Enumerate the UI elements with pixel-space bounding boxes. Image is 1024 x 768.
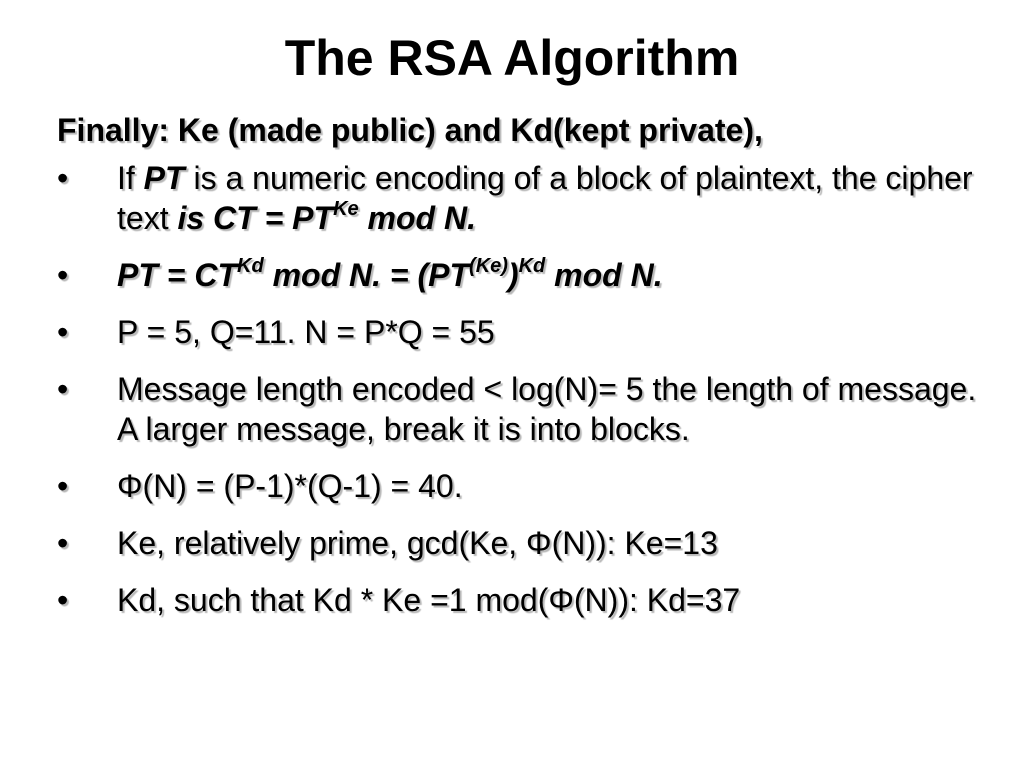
formula-text: mod N. = (PT — [263, 257, 470, 293]
bullet-item-kd — [57, 580, 977, 620]
intro-line: Finally: Ke (made public) and Kd(kept private), — [57, 112, 763, 148]
formula-superscript: (Ke) — [469, 255, 508, 277]
bullet-text: P = 5, Q=11. N = P*Q = 55 — [117, 314, 495, 350]
bullet-dot: • — [57, 257, 69, 293]
bullet-item-ke — [57, 523, 977, 563]
bullet-text: Kd, such that Kd * Ke =1 mod(Φ(N)): Kd=37 — [117, 582, 741, 618]
bullet-item-ciphertext — [57, 158, 977, 238]
bullet-text: is a numeric encoding of a block of plaintext, the cipher text — [117, 160, 973, 236]
bullet-dot: • — [57, 525, 69, 561]
slide-content — [57, 110, 977, 637]
slide-title: The RSA Algorithm — [284, 30, 740, 86]
bullet-item-message-length — [57, 369, 977, 449]
bullet-text: PT — [143, 160, 185, 196]
formula-text: is CT = PT — [177, 200, 334, 236]
bullet-text: Φ(N) = (P-1)*(Q-1) = 40. — [117, 468, 463, 504]
formula-superscript: Ke — [333, 198, 359, 220]
bullet-item-decryption — [57, 255, 977, 295]
bullet-dot: • — [57, 468, 69, 504]
bullet-item-primes — [57, 312, 977, 352]
bullet-text: Message length encoded < log(N)= 5 the length of message. A larger message, break it is into blocks. — [117, 371, 977, 447]
bullet-item-phi — [57, 466, 977, 506]
bullet-text: If — [117, 160, 144, 196]
bullet-text: Ke, relatively prime, gcd(Ke, Φ(N)): Ke=13 — [117, 525, 718, 561]
formula-text: mod N. — [358, 200, 476, 236]
bullet-dot: • — [57, 582, 69, 618]
bullet-dot: • — [57, 371, 69, 407]
formula-superscript: Kd — [237, 255, 264, 277]
formula-text: mod N. — [545, 257, 663, 293]
formula-text: ) — [507, 257, 519, 293]
bullet-dot: • — [57, 314, 69, 350]
bullet-dot: • — [57, 160, 69, 196]
formula-text: PT = CT — [117, 257, 238, 293]
formula-superscript: Kd — [518, 255, 546, 277]
